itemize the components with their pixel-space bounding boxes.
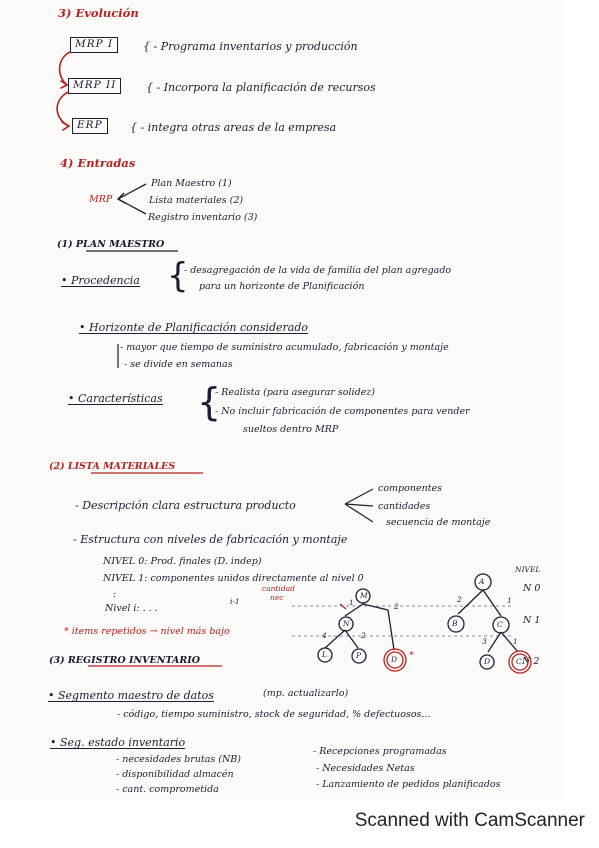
- level-n2: N 2: [522, 656, 540, 667]
- caracteristicas-line-3: sueltos dentro MRP: [243, 424, 339, 435]
- estado-disponibilidad: - disponibilidad almacén: [116, 769, 234, 780]
- lista-componentes: componentes: [378, 483, 443, 494]
- lista-materiales-title: (2) LISTA MATERIALES: [49, 461, 176, 472]
- procedencia-line-2: para un horizonte de Planificación: [199, 281, 365, 292]
- repeated-star: *: [409, 650, 414, 661]
- page-shadow-edge: [563, 0, 599, 800]
- qty-c: 1: [507, 596, 512, 605]
- arrow-mrp1-to-mrp2: [60, 52, 70, 84]
- caracteristicas-label: • Características: [68, 392, 163, 405]
- input-lista-materiales: Lista materiales (2): [149, 195, 244, 206]
- procedencia-line-1: - desagregación de la vida de familia del plan agregado: [184, 265, 452, 276]
- nivel-i-line: Nivel i: . . .: [105, 603, 158, 614]
- qty-d2: 3: [482, 637, 487, 646]
- lista-estructura: - Estructura con niveles de fabricación y montaje: [73, 533, 348, 546]
- nec-note: nec: [270, 593, 284, 602]
- procedencia-brace: {: [167, 256, 189, 296]
- section-4-title: 4) Entradas: [60, 156, 136, 170]
- caracteristicas-line-1: - Realista (para asegurar solidez): [215, 387, 376, 398]
- node-l-label: L: [322, 650, 327, 659]
- horizonte-line-2: - se divide en semanas: [124, 359, 233, 370]
- mrp2-box: MRP II: [68, 78, 121, 94]
- node-d2-label: D: [484, 657, 491, 666]
- nivel-header: NIVEL: [515, 565, 541, 574]
- mrp1-desc: { - Programa inventarios y producción: [143, 40, 358, 53]
- node-m-label: M: [360, 591, 368, 600]
- estado-recepciones: - Recepciones programadas: [313, 746, 447, 757]
- segmento-maestro-list: - código, tiempo suministro, stock de seguridad, % defectuosos...: [117, 709, 431, 720]
- estado-nb: - necesidades brutas (NB): [116, 754, 241, 765]
- horizonte-line-1: - mayor que tiempo de suministro acumulado, fabricación y montaje: [120, 342, 449, 353]
- estado-inventario-label: • Seg. estado inventario: [50, 736, 186, 749]
- cantidad-note: cantidad: [262, 584, 295, 593]
- segmento-maestro-label: • Segmento maestro de datos: [48, 689, 214, 702]
- nivel-0-line: NIVEL 0: Prod. finales (D. indep): [103, 556, 262, 567]
- registro-inventario-title: (3) REGISTRO INVENTARIO: [49, 655, 200, 666]
- qty-d: 2: [394, 602, 399, 611]
- procedencia-label: • Procedencia: [61, 274, 140, 287]
- level-n0: N 0: [523, 583, 541, 594]
- mrp-fork-top: [118, 184, 146, 199]
- mrp2-desc: { - Incorpora la planificación de recursos: [146, 81, 376, 94]
- estado-necesidades-netas: - Necesidades Netas: [316, 763, 415, 774]
- erp-desc: { - integra otras areas de la empresa: [130, 121, 337, 134]
- caracteristicas-line-2: - No incluir fabricación de componentes para vender: [215, 406, 470, 417]
- mrp-label: MRP: [89, 194, 113, 205]
- node-c-label: C: [497, 620, 503, 629]
- composition-arrow: [345, 489, 373, 522]
- estado-lanzamiento: - Lanzamiento de pedidos planificados: [316, 779, 501, 790]
- camscanner-watermark: Scanned with CamScanner: [354, 810, 585, 831]
- qty-n: 1: [349, 598, 354, 607]
- node-c-repeated-label: C: [516, 657, 522, 666]
- estado-comprometida: - cant. comprometida: [116, 784, 219, 795]
- node-a-label: A: [479, 577, 485, 586]
- node-d-repeated-label: D: [391, 655, 398, 664]
- items-repetidos-note: * items repetidos → nivel más bajo: [64, 626, 230, 637]
- section-3-title: 3) Evolución: [58, 6, 139, 20]
- qty-b: 2: [457, 595, 462, 604]
- segmento-maestro-paren: (mp. actualizarlo): [263, 688, 349, 699]
- lista-cantidades: cantidades: [378, 501, 431, 512]
- node-b-label: B: [452, 619, 458, 628]
- node-p-label: P: [356, 651, 362, 660]
- node-n-label: N: [343, 619, 350, 628]
- qty-c2: 1: [513, 637, 518, 646]
- caracteristicas-brace: {: [197, 380, 222, 424]
- nivel-i-minus-1: i-1: [230, 597, 240, 606]
- nivel-dots: :: [113, 589, 117, 600]
- plan-maestro-title: (1) PLAN MAESTRO: [57, 239, 165, 250]
- arrow-mrp2-to-erp: [57, 92, 68, 126]
- lista-desc: - Descripción clara estructura producto: [75, 499, 296, 512]
- mrp1-box: MRP I: [70, 37, 118, 53]
- input-registro-inventario: Registro inventario (3): [148, 212, 258, 223]
- lista-secuencia: secuencia de montaje: [386, 517, 491, 528]
- input-plan-maestro: Plan Maestro (1): [151, 178, 232, 189]
- erp-box: ERP: [72, 118, 108, 134]
- nivel-1-line: NIVEL 1: componentes unidos directamente al nivel 0: [103, 573, 364, 584]
- qty-l: 4: [322, 631, 327, 640]
- qty-p: 2: [361, 631, 366, 640]
- level-n1: N 1: [523, 615, 541, 626]
- horizonte-label: • Horizonte de Planificación considerado: [79, 321, 309, 334]
